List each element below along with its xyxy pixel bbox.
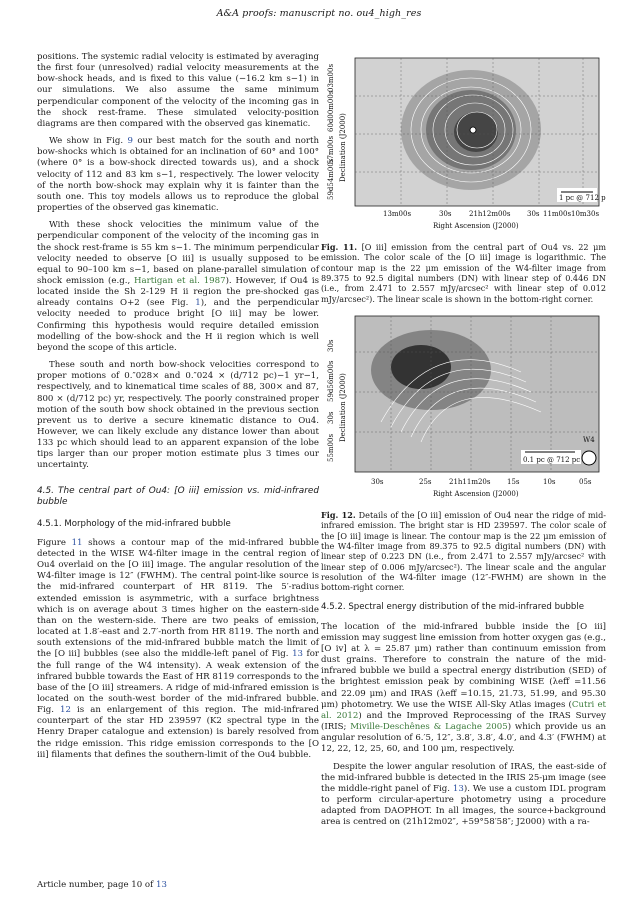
y-tick: 30s — [327, 339, 335, 352]
citation-link[interactable]: Cutri et al. 2012 — [321, 699, 606, 721]
citation-link[interactable]: Hartigan et al. 1987 — [134, 275, 226, 286]
x-tick: 30s — [527, 210, 540, 218]
beam-circle — [582, 451, 596, 465]
figure-link[interactable]: 11 — [71, 537, 83, 548]
scale-label: 0.1 pc @ 712 pc — [523, 455, 581, 464]
figure-link[interactable]: 9 — [127, 136, 133, 147]
x-tick: 30s — [371, 477, 384, 486]
scalebar — [521, 450, 581, 464]
figure-caption: Fig. 11. [O iii] emission from the central part of Ou4 vs. 22 μm emission. The color scale of the [O iii] image is logarithmic. The contour map is the 22 μm emission of the W4-filter image from 89.375 to 92.5 digital numbers (DN) with linear step of 0.446 DN (i.e., from 2.471 to 2.557 mJy/arcsec² with linear step of 0.012 mJy/arcsec²). The linear scale is shown in the bottom-right corner. — [321, 242, 607, 304]
central-star — [470, 127, 476, 133]
left-column — [37, 52, 319, 767]
beam-label: W4 — [583, 435, 595, 444]
paragraph: We show in Fig. 9 our best match for the south and north bow-shocks which is obtained for an inclination of 60° and 100° (where 0° is a bow-shock directed towards us), and a shock velocity of 112 and 83 km s−1, respectively. The lower velocity of the north bow-shock may explain why it is fainter than the south one. This toy models allows us to reproduce the global properties of the observed gas kinematic. — [37, 136, 319, 214]
figure-caption: Fig. 12. Details of the [O iii] emission of Ou4 near the ridge of mid-infrared emission. The bright star is HD 239597. The color scale of the [O iii] image is linear. The contour map is the 22 μm emission of the W4-filter image from 89.375 to 92.5 digital numbers (DN) with linear step of 0.223 DN (i.e., from 2.471 to 2.557 mJy/arcsec² with linear step of 0.006 mJy/arcsec²). The linear scale and the angular resolution of the W4-filter image (12″-FWHM) are shown in the bottom-right corner. — [321, 510, 607, 593]
page-footer: Article number, page 10 of 13 — [37, 880, 167, 890]
figure-12 — [321, 312, 606, 593]
paragraph: With these shock velocities the minimum value of the perpendicular component of the velocity of the incoming gas in the shock rest-frame is 55 km s−1. The minimum perpendicular velocity needed to observe [O iii] is usually supposed to be equal to 90–100 km s−1, based on plane-parallel simulation of shock emission (e.g., Hartigan et al. 1987). However, if Ou4 is located inside the Sh 2-129 H ii region the pre-shocked gas already contains O+2 (see Fig. 1), and the perpendicular velocity needed to produce bright [O iii] may be lower. Confirming this hypothesis would require detailed emission modelling of the bow-shock and the H ii region which is well beyond the scope of this article. — [37, 220, 320, 353]
x-tick: 15s — [507, 477, 520, 486]
section-heading: 4.5. The central part of Ou4: [O iii] emission vs. mid-infrared bubble — [37, 485, 319, 508]
paragraph: Figure 11 shows a contour map of the mid-infrared bubble detected in the WISE W4-filter image in the central region of Ou4 overlaid on the [O iii] image. The angular resolution of the W4-filter image is 12″ (FWHM). The central point-like source is the mid-infrared counterpart of HR 8119. The 5′-radius extended emission is asymmetric, with a surface brightness which is on average about 3 times higher on the eastern-side than on the western-side. There are two peaks of emission, located at 1.8′-east and 2.7′-north from HR 8119. The north and south extensions of the mid-infrared bubble match the limit of the [O iii] bubbles (see also the middle-left panel of Fig. 13 for the full range of the W4 intensity). A weak extension of the infrared bubble towards the East of HR 8119 corresponds to the base of the [O iii] streamers. A ridge of mid-infrared emission is located on the south-west border of the mid-infrared bubble. Fig. 12 is an enlargement of this region. The mid-infrared counterpart of the star HD 239597 (K2 spectral type in the Henry Draper catalogue and extension) is barely resolved from the ridge emission. This ridge emission corresponds to the [O iii] filaments that defines the southern-limit of the Ou4 bubble. — [37, 537, 319, 760]
page-count-link[interactable]: 13 — [156, 880, 167, 890]
y-tick: 03m00s — [327, 63, 335, 92]
x-tick: 21h12m00s — [469, 210, 511, 218]
figure-link[interactable]: 12 — [60, 705, 71, 716]
figure-12-image — [321, 312, 606, 502]
y-axis-label: Declination (J2000) — [339, 373, 347, 442]
y-tick: 60d00m00s — [327, 90, 335, 132]
x-tick: 11m00s — [543, 210, 572, 218]
x-tick: 10s — [543, 477, 556, 486]
y-tick: 55m00s — [327, 433, 335, 462]
y-tick: 57m00s — [327, 135, 335, 164]
figure-link[interactable]: 1 — [195, 298, 201, 309]
paragraph: positions. The systemic radial velocity is estimated by averaging the first four (unresolved) radial velocity measurements at the bow-shock heads, and is fixed to this value (−16.2 km s−1) in our simulations. We also assume the same minimum perpendicular component of the velocity of the incoming gas in the shock rest-frame. These simulated velocity-position diagrams are then compared with the observed gas kinematic. — [37, 52, 319, 129]
x-axis-label: Right Ascension (J2000) — [433, 489, 519, 498]
x-tick: 05s — [579, 477, 592, 486]
x-axis-label: Right Ascension (J2000) — [433, 222, 519, 230]
x-tick: 21h11m20s — [449, 477, 491, 486]
right-column — [321, 52, 606, 834]
figure-link[interactable]: 13 — [452, 783, 464, 794]
citation-link[interactable]: Miville-Deschênes & Lagache 2005 — [350, 722, 508, 733]
y-axis-label: Declination (J2000) — [339, 113, 347, 182]
running-header: A&A proofs: manuscript no. ou4_high_res — [216, 8, 422, 19]
y-tick: 59d56m00s — [327, 360, 335, 402]
x-tick: 10m30s — [571, 210, 600, 218]
figure-11-image — [321, 52, 606, 234]
subsection-heading: 4.5.1. Morphology of the mid-infrared bubble — [37, 518, 231, 529]
figure-link[interactable]: 13 — [292, 649, 303, 660]
x-tick: 13m00s — [383, 210, 412, 218]
y-tick: 30s — [327, 411, 335, 424]
paragraph: Despite the lower angular resolution of IRAS, the east-side of the mid-infrared bubble is detected in the IRIS 25-μm image (see the middle-right panel of Fig. 13). We use a custom IDL program to perform circular-aperture photometry using a procedure adapted from DAOPHOT. In all images, the source+background area is centred on (21h12m02″, +59°58′58″; J2000) with a ra- — [321, 761, 606, 828]
paragraph: The location of the mid-infrared bubble inside the [O iii] emission may suggest line emission from hotter oxygen gas (e.g., [O iv] at λ = 25.87 μm) rather than continuum emission from dust grains. Therefore to constrain the nature of the mid-infrared bubble we build a spectral energy distribution (SED) of the brightest emission peak by combining WISE (λeff =11.56 and 22.09 μm) and IRAS (λeff =10.15, 21.73, 51.99, and 95.30 μm) photometry. We use the WISE All-Sky Atlas images (Cutri et al. 2012) and the Improved Reprocessing of the IRAS Survey (IRIS; Miville-Deschênes & Lagache 2005) which provide us an angular resolution of 6.′5, 12″, 3.8′, 3.8′, 4.0′, and 4.3′ (FWHM) at 12, 22, 12, 25, 60, and 100 μm, respectively. — [321, 621, 606, 755]
y-tick: 59d54m00s — [327, 158, 335, 200]
x-tick: 30s — [439, 210, 452, 218]
figure-11 — [321, 52, 606, 304]
paragraph: These south and north bow-shock velocities correspond to proper motions of 0.″028× and 0.″024 × (d/712 pc)−1 yr−1, respectively, and to kinematical time scales of 88, 300× and 87, 800 × (d/712 pc) yr, respectively. The poorly constrained proper motion of the south bow shock obtained in the previous section prevent us to derive a secure kinematic distance to Ou4. However, we can likely exclude any distance lower than about 133 pc which should lead to an apparent expansion of the lobe tips larger than our proper motion estimate plus 3 times our uncertainty. — [37, 360, 319, 471]
x-tick: 25s — [419, 477, 432, 486]
subsection-heading: 4.5.2. Spectral energy distribution of the mid-infrared bubble — [321, 602, 585, 613]
scale-label: 1 pc @ 712 pc — [559, 194, 606, 202]
